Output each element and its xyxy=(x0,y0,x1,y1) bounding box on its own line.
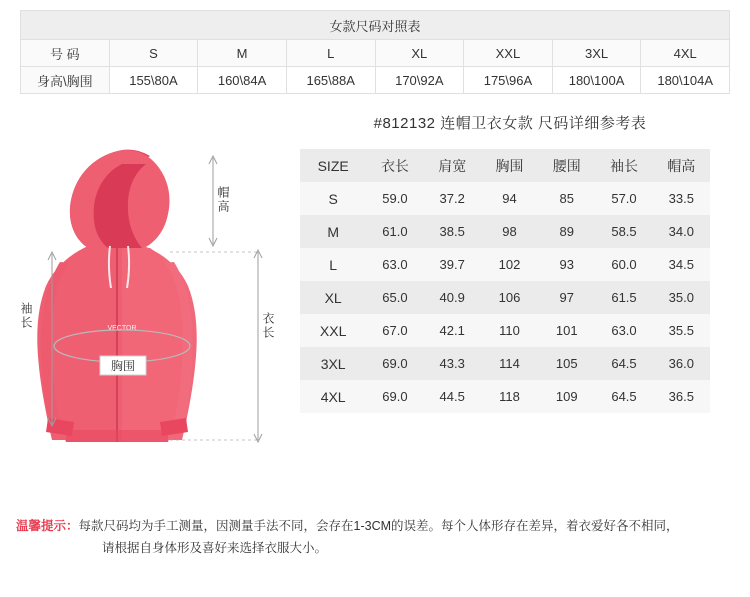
cell-sleeve: 64.5 xyxy=(611,389,637,404)
cell-length: 59.0 xyxy=(382,191,408,206)
table-header-row xyxy=(21,40,730,67)
cell-waist: 109 xyxy=(555,389,578,404)
table-row xyxy=(300,314,710,347)
cell-size: L xyxy=(329,256,338,273)
garment-length-label: 衣长 xyxy=(261,312,275,340)
data-cell: 180\104A xyxy=(641,67,730,94)
cell-length: 65.0 xyxy=(382,290,408,305)
data-cell: 165\88A xyxy=(286,67,375,94)
column-header-bust: 胸围 xyxy=(481,149,538,182)
table-row xyxy=(300,347,710,380)
table-row xyxy=(300,281,710,314)
table-title-row xyxy=(21,11,730,40)
header-cell: XL xyxy=(375,40,464,67)
header-cell: L xyxy=(286,40,375,67)
column-header-length: 衣长 xyxy=(366,149,423,182)
column-header-size: SIZE xyxy=(300,149,366,182)
table-row xyxy=(21,67,730,94)
cell-hood: 35.0 xyxy=(668,290,694,305)
cell-shoulder: 44.5 xyxy=(439,389,465,404)
cell-sleeve: 63.0 xyxy=(611,323,637,338)
garment-illustration xyxy=(10,134,295,469)
data-cell: 160\84A xyxy=(198,67,287,94)
data-cell: 175\96A xyxy=(464,67,553,94)
header-cell: XXL xyxy=(464,40,553,67)
jacket-graphic xyxy=(37,150,196,442)
size-comparison-table xyxy=(20,10,730,94)
cell-length: 69.0 xyxy=(382,389,408,404)
cell-bust: 98 xyxy=(502,224,517,239)
cell-length: 67.0 xyxy=(382,323,408,338)
bust-label: 胸围 xyxy=(110,359,136,373)
footer-note xyxy=(16,515,738,559)
cell-waist: 105 xyxy=(555,356,578,371)
column-header-shoulder: 肩宽 xyxy=(424,149,481,182)
cell-length: 61.0 xyxy=(382,224,408,239)
column-header-hood: 帽高 xyxy=(653,149,710,182)
cell-sleeve: 64.5 xyxy=(611,356,637,371)
header-cell: M xyxy=(198,40,287,67)
header-cell: S xyxy=(109,40,198,67)
detail-size-table xyxy=(300,149,710,413)
cell-size: 4XL xyxy=(320,388,346,405)
table-row xyxy=(300,182,710,215)
cell-bust: 94 xyxy=(502,191,517,206)
detail-header-row xyxy=(300,149,710,182)
header-cell: 3XL xyxy=(552,40,641,67)
note-line-2: 请根据自身体形及喜好来选择衣服大小。 xyxy=(102,541,328,555)
cell-bust: 114 xyxy=(499,356,520,371)
cell-sleeve: 58.5 xyxy=(611,224,637,239)
cell-sleeve: 60.0 xyxy=(611,257,637,272)
cell-shoulder: 38.5 xyxy=(439,224,465,239)
cell-shoulder: 37.2 xyxy=(439,191,465,206)
table-row xyxy=(300,380,710,413)
cell-sleeve: 57.0 xyxy=(611,191,637,206)
cell-bust: 110 xyxy=(499,323,520,338)
header-cell: 号 码 xyxy=(21,40,110,67)
cell-size: XXL xyxy=(319,322,347,339)
cell-waist: 97 xyxy=(559,290,574,305)
cell-hood: 34.0 xyxy=(668,224,694,239)
cell-shoulder: 42.1 xyxy=(439,323,465,338)
table-row xyxy=(300,248,710,281)
cell-length: 69.0 xyxy=(382,356,408,371)
svg-text:VECTOR: VECTOR xyxy=(107,325,137,332)
header-cell: 4XL xyxy=(641,40,730,67)
sleeve-length-label: 袖长 xyxy=(19,302,33,330)
cell-bust: 102 xyxy=(498,257,521,272)
hood-height-label: 帽高 xyxy=(216,186,230,214)
cell-hood: 36.5 xyxy=(668,389,694,404)
column-header-waist: 腰围 xyxy=(538,149,595,182)
table-title: 女款尺码对照表 xyxy=(21,11,730,40)
cell-shoulder: 40.9 xyxy=(439,290,465,305)
main-content xyxy=(0,94,750,474)
cell-shoulder: 39.7 xyxy=(439,257,465,272)
data-cell: 180\100A xyxy=(552,67,641,94)
cell-size: S xyxy=(328,190,338,207)
cell-waist: 101 xyxy=(555,323,578,338)
cell-sleeve: 61.5 xyxy=(611,290,637,305)
cell-hood: 35.5 xyxy=(668,323,694,338)
cell-bust: 118 xyxy=(499,389,520,404)
data-cell: 155\80A xyxy=(109,67,198,94)
cell-waist: 93 xyxy=(559,257,574,272)
cell-shoulder: 43.3 xyxy=(439,356,465,371)
column-header-sleeve: 袖长 xyxy=(595,149,652,182)
data-cell: 170\92A xyxy=(375,67,464,94)
note-label: 温馨提示： xyxy=(16,519,79,533)
cell-hood: 36.0 xyxy=(668,356,694,371)
row-label: 身高\胸围 xyxy=(21,67,110,94)
cell-size: 3XL xyxy=(320,355,346,372)
table-row xyxy=(300,215,710,248)
detail-table-title: #812132 连帽卫衣女款 尺码详细参考表 xyxy=(373,115,647,132)
cell-length: 63.0 xyxy=(382,257,408,272)
cell-hood: 33.5 xyxy=(668,191,694,206)
cell-waist: 85 xyxy=(559,191,574,206)
cell-waist: 89 xyxy=(559,224,574,239)
cell-bust: 106 xyxy=(498,290,521,305)
cell-size: M xyxy=(327,223,339,240)
cell-size: XL xyxy=(324,289,342,306)
cell-hood: 34.5 xyxy=(668,257,694,272)
note-line-1: 每款尺码均为手工测量，因测量手法不同，会存在1-3CM的误差。每个人体形存在差异，着衣爱好各不相同， xyxy=(78,519,679,533)
